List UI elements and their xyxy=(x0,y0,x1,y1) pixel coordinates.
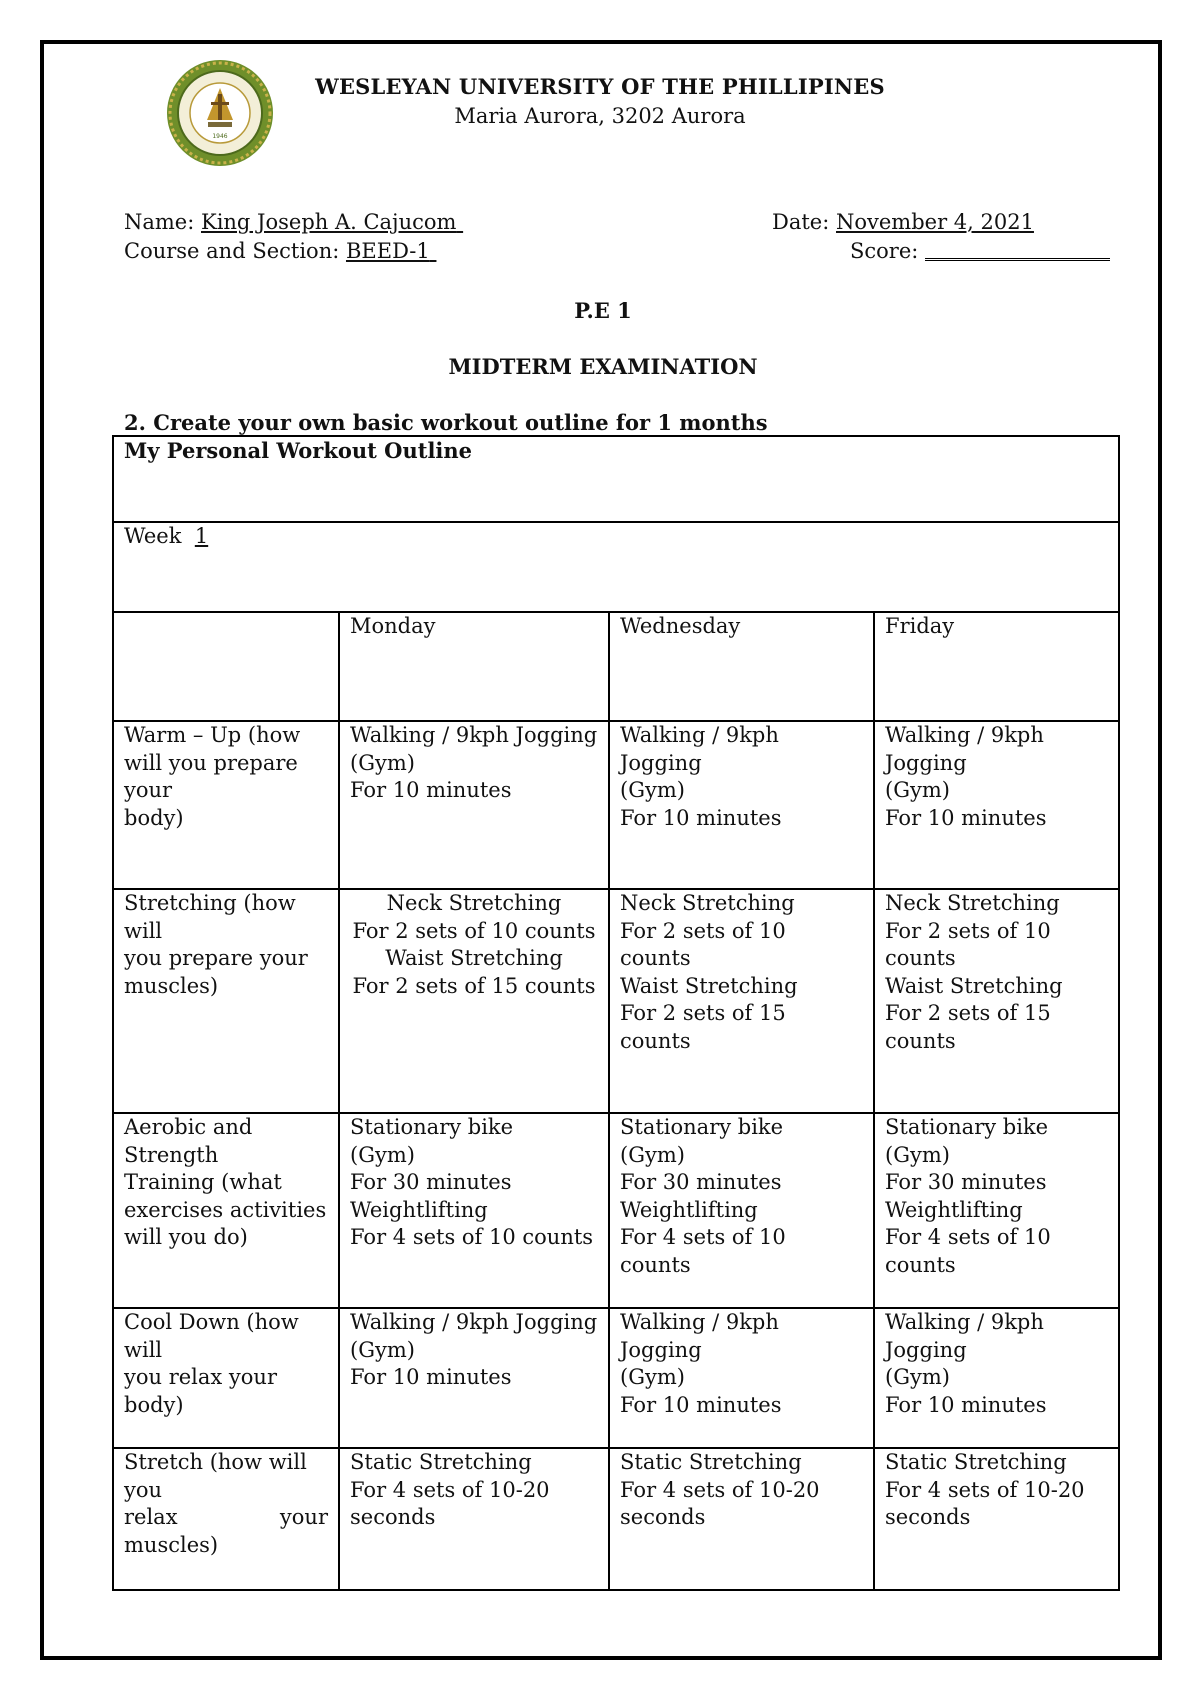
row-label-cell xyxy=(113,1113,339,1308)
row-label-line: muscles) xyxy=(124,973,219,998)
table-title-row xyxy=(113,436,1119,522)
row-label-cell xyxy=(113,1448,339,1590)
name-value: King Joseph A. Cajucom xyxy=(201,210,457,234)
cell-text-line: For 10 minutes xyxy=(620,1392,782,1417)
svg-text:1946: 1946 xyxy=(212,133,228,140)
day-header-wednesday: Wednesday xyxy=(609,612,874,721)
question-text: 2. Create your own basic workout outline for 1 months xyxy=(124,410,768,435)
week-label: Week xyxy=(124,524,182,548)
cell-text-line: For 4 sets of 10 counts xyxy=(350,1225,594,1249)
cell-text-line: Walking / 9kph Jogging xyxy=(620,723,779,775)
cell-text-line: Jogging xyxy=(885,1337,967,1362)
row-label-line: Warm – Up (how xyxy=(124,723,301,747)
cell-text-line: Neck Stretching xyxy=(620,891,795,915)
days-header-row xyxy=(113,612,1119,721)
row-label-line: body) xyxy=(124,805,184,830)
day-header-friday: Friday xyxy=(874,612,1119,721)
monday-cell xyxy=(339,1308,609,1448)
row-label-line: Stretching (how will xyxy=(124,891,296,943)
cell-text-line: Walking / 9kph Jogging xyxy=(350,1310,598,1334)
cell-text-line: Neck Stretching xyxy=(885,891,1060,915)
cell-text-line: For 10 minutes xyxy=(885,805,1047,830)
score-blank xyxy=(925,240,1110,261)
cell-text-line: Waist Stretching xyxy=(385,946,563,970)
score-field xyxy=(850,239,1110,263)
university-name: WESLEYAN UNIVERSITY OF THE PHILLIPINES xyxy=(315,74,885,99)
row-label-line: will you do) xyxy=(124,1225,248,1249)
week-value: 1 xyxy=(194,524,209,548)
cell-text-line: For 10 minutes xyxy=(885,1392,1047,1417)
row-label-line: will xyxy=(124,1337,163,1362)
cell-text-line: Neck Stretching xyxy=(386,891,562,915)
cell-text-line: For 2 sets of 15 xyxy=(885,1001,1051,1025)
cell-text-line: For 4 sets of 10-20 xyxy=(620,1477,820,1502)
friday-cell xyxy=(874,721,1119,889)
cell-text-line: Walking / 9kph Jogging xyxy=(350,723,598,747)
row-label-line: will you prepare xyxy=(124,750,298,775)
aerobic-strength-row xyxy=(113,1113,1119,1308)
cell-text-line: For 2 sets of 10 counts xyxy=(620,918,786,970)
cell-text-line: For 30 minutes xyxy=(620,1170,782,1194)
monday-cell xyxy=(339,721,609,889)
row-label-line: you relax your xyxy=(124,1365,277,1389)
cell-text-line: Walking / 9kph xyxy=(885,723,1044,747)
table-title: My Personal Workout Outline xyxy=(113,436,1119,522)
friday-cell xyxy=(874,1308,1119,1448)
wednesday-cell xyxy=(609,1113,874,1308)
row-label-line: you prepare your xyxy=(124,946,308,970)
cell-text-line: Static Stretching xyxy=(620,1450,802,1474)
score-label: Score: xyxy=(850,239,919,263)
cell-text-line: counts xyxy=(885,946,956,970)
cool-down-row xyxy=(113,1308,1119,1448)
cell-text-line: For 10 minutes xyxy=(350,778,512,802)
row-label-line: Aerobic and xyxy=(124,1115,253,1139)
cell-text-line: (Gym) xyxy=(350,1142,415,1167)
cell-text-line: Waist Stretching xyxy=(620,973,798,998)
cell-text-line: Walking / 9kph Jogging xyxy=(620,1310,779,1362)
cell-text-line: Static Stretching xyxy=(350,1450,532,1474)
cell-text-line: (Gym) xyxy=(885,778,950,802)
cell-text-line: For 30 minutes xyxy=(885,1170,1047,1194)
course-field xyxy=(124,239,436,263)
course-label: Course and Section: xyxy=(124,239,340,263)
cell-text-line: Waist Stretching xyxy=(885,973,1063,998)
cell-text-line: counts xyxy=(885,1028,956,1053)
cell-text-line: seconds xyxy=(350,1505,436,1529)
monday-cell xyxy=(339,889,609,1113)
cell-text-line: Weightlifting xyxy=(620,1197,758,1222)
wednesday-cell xyxy=(609,1448,874,1590)
cell-text-line: (Gym) xyxy=(885,1365,950,1389)
cell-text-line: (Gym) xyxy=(885,1142,950,1167)
row-label-line: Cool Down (how xyxy=(124,1310,299,1334)
exam-title: MIDTERM EXAMINATION xyxy=(448,354,758,379)
friday-cell xyxy=(874,1113,1119,1308)
row-label-line: Training (what xyxy=(124,1170,282,1194)
cell-text-line: For 4 sets of 10-20 xyxy=(350,1477,550,1502)
row-label-line: your xyxy=(124,778,173,802)
day-header-monday: Monday xyxy=(339,612,609,721)
cell-text-line: (Gym) xyxy=(620,1142,685,1167)
cell-text-line: Stationary bike xyxy=(620,1115,784,1139)
row-label-line: you xyxy=(124,1477,163,1502)
monday-cell xyxy=(339,1448,609,1590)
cell-text-line: Stationary bike xyxy=(350,1115,514,1139)
row-label-line: Stretch (how will xyxy=(124,1450,307,1474)
date-label: Date: xyxy=(772,210,830,234)
friday-cell xyxy=(874,889,1119,1113)
cell-text-line: For 2 sets of 15 counts xyxy=(620,1001,786,1053)
cell-text-line: counts xyxy=(885,1252,956,1277)
row-label-line: Strength xyxy=(124,1142,219,1167)
monday-cell xyxy=(339,1113,609,1308)
wednesday-cell xyxy=(609,721,874,889)
wednesday-cell xyxy=(609,889,874,1113)
date-value: November 4, 2021 xyxy=(836,210,1034,234)
cell-text-line: For 10 minutes xyxy=(620,805,782,830)
row-label-cell xyxy=(113,1308,339,1448)
cell-text-line: Static Stretching xyxy=(885,1450,1067,1474)
cell-text-line: For 4 sets of 10 counts xyxy=(620,1225,786,1277)
warm-up-row xyxy=(113,721,1119,889)
cell-text-line: (Gym) xyxy=(620,778,685,802)
cell-text-line: Walking / 9kph xyxy=(885,1310,1044,1334)
name-field xyxy=(124,210,463,234)
name-label: Name: xyxy=(124,210,195,234)
cell-text-line: For 2 sets of 10 xyxy=(885,918,1051,943)
cell-text-line: For 4 sets of 10-20 xyxy=(885,1477,1085,1502)
cell-text-line: For 10 minutes xyxy=(350,1365,512,1389)
row-label-line: relax your muscles) xyxy=(124,1505,328,1557)
cell-text-line: (Gym) xyxy=(350,750,415,775)
cell-text-line: For 2 sets of 10 counts xyxy=(352,918,596,943)
cell-text-line: For 30 minutes xyxy=(350,1170,512,1194)
cell-text-line: Stationary bike xyxy=(885,1115,1049,1139)
corner-cell xyxy=(113,612,339,721)
row-label-cell xyxy=(113,721,339,889)
cell-text-line: seconds xyxy=(620,1505,706,1529)
row-label-cell xyxy=(113,889,339,1113)
stretching-row xyxy=(113,889,1119,1113)
row-label-line: exercises activities xyxy=(124,1197,327,1222)
week-cell xyxy=(113,522,1119,612)
cell-text-line: seconds xyxy=(885,1505,971,1529)
cell-text-line: For 4 sets of 10 xyxy=(885,1225,1051,1249)
subject-title: P.E 1 xyxy=(574,298,632,323)
cell-text-line: For 2 sets of 15 counts xyxy=(352,973,596,998)
friday-cell xyxy=(874,1448,1119,1590)
course-value: BEED-1 xyxy=(345,239,430,263)
week-row xyxy=(113,522,1119,612)
date-field xyxy=(772,210,1034,234)
workout-outline-table xyxy=(112,435,1120,1591)
cell-text-line: Weightlifting xyxy=(885,1197,1023,1222)
cell-text-line: (Gym) xyxy=(620,1365,685,1389)
static-stretch-row xyxy=(113,1448,1119,1590)
wednesday-cell xyxy=(609,1308,874,1448)
row-label-line: body) xyxy=(124,1392,184,1417)
university-address: Maria Aurora, 3202 Aurora xyxy=(454,104,746,128)
cell-text-line: Jogging xyxy=(885,750,967,775)
cell-text-line: (Gym) xyxy=(350,1337,415,1362)
cell-text-line: Weightlifting xyxy=(350,1197,488,1222)
